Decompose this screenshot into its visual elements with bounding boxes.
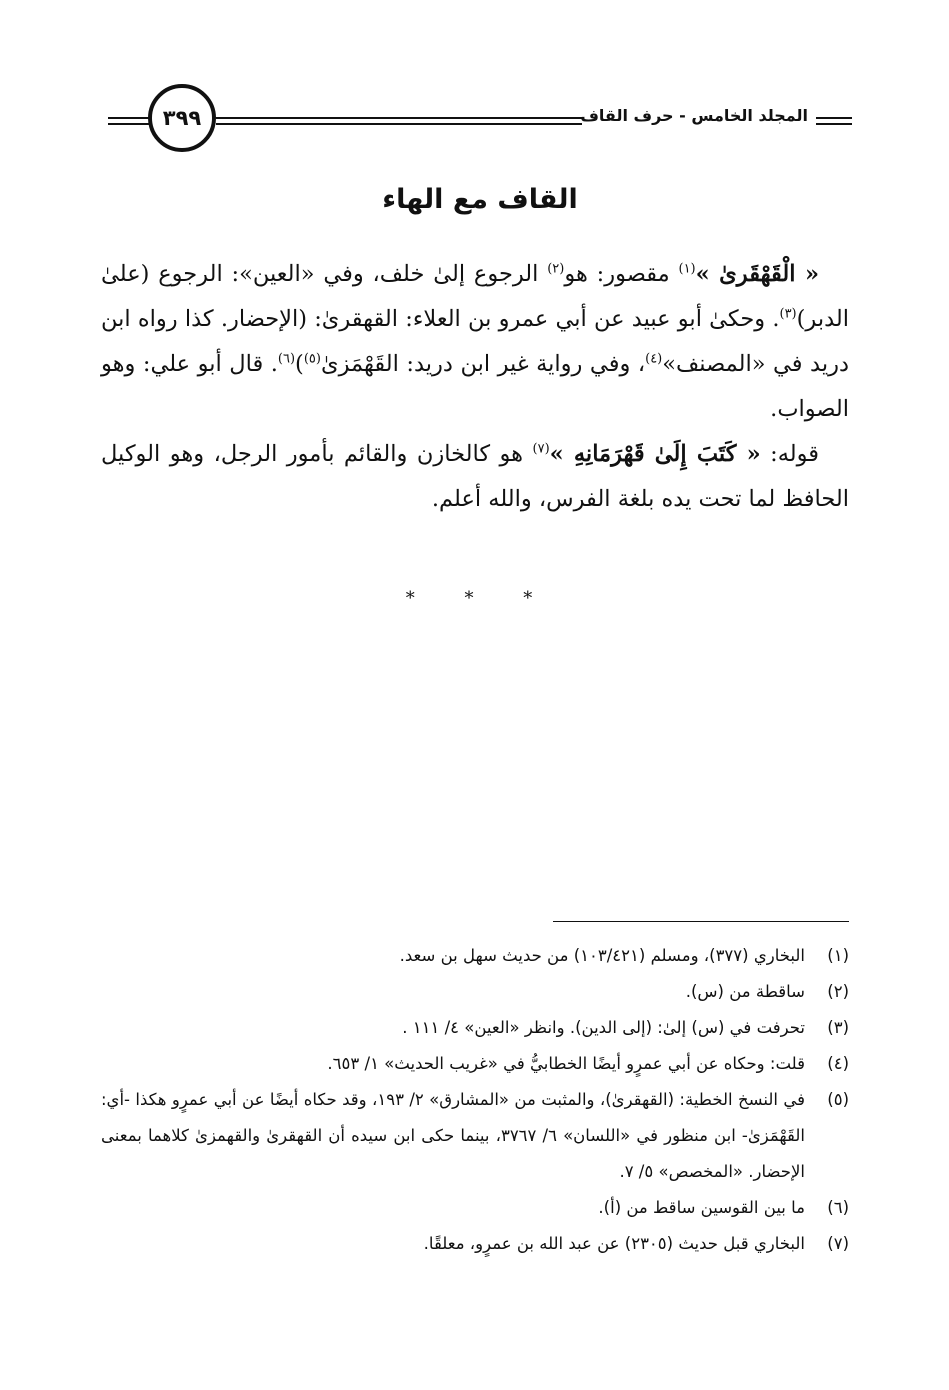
running-title: المجلد الخامس - حرف القاف xyxy=(580,106,808,125)
footnote-text: تحرفت في (س) إلىٰ: (إلى الدين). وانظر «العين» ٤/ ١١١ . xyxy=(402,1018,805,1037)
footnote-ref[interactable]: (٧) xyxy=(532,441,550,457)
headword: « كَتَبَ إِلَىٰ قَهْرَمَانِهِ » xyxy=(549,441,761,467)
footnote-item xyxy=(101,1010,849,1046)
footnote-number: (٢) xyxy=(827,982,849,1001)
paragraph-text: ) xyxy=(295,351,304,377)
footnote-number: (٣) xyxy=(827,1018,849,1037)
footnotes-list xyxy=(101,938,849,1262)
chapter-title: القاف مع الهاء xyxy=(382,184,578,215)
headword: « الْقَهْقَرىٰ » xyxy=(695,261,820,287)
footnote-item xyxy=(101,1226,849,1262)
footnote-text: قلت: وحكاه عن أبي عمرٍو أيضًا الخطابيُّ في «غريب الحديث» ١/ ٦٥٣. xyxy=(327,1054,805,1073)
footnote-text: ساقطة من (س). xyxy=(685,982,805,1001)
paragraph-text: هو كالخازن والقائم بأمور الرجل، وهو الوكيل الحافظ لما تحت يده بلغة الفرس، والله أعلم. xyxy=(101,441,849,512)
footnote-number: (٦) xyxy=(827,1198,849,1217)
header-rule-middle xyxy=(216,117,582,125)
footnote-text: البخاري قبل حديث (٢٣٠٥) عن عبد الله بن عمرٍو، معلقًا. xyxy=(423,1234,805,1253)
footnote-item xyxy=(101,974,849,1010)
paragraph-text: . قال أبو علي: وهو الصواب. xyxy=(101,351,849,422)
paragraph-2 xyxy=(101,432,849,522)
paragraph-text: . وحكىٰ أبو عبيد عن أبي عمرو بن العلاء: القهقرىٰ: (الإحضار. كذا رواه ابن دريد في «المصنف» xyxy=(101,306,850,377)
footnote-number: (١) xyxy=(827,946,849,965)
footnote-number: (٤) xyxy=(827,1054,849,1073)
footnote-text: في النسخ الخطية: (القهقرىٰ)، والمثبت من «المشارق» ٢/ ١٩٣، وقد حكاه أيضًا عن أبي عمرٍو هكذا -أي: القَهْمَزىٰ- ابن منظور في «اللسان» ٦/ ٣٧٦٧، بينما حكى ابن سيده أن القهقرىٰ والقهمزىٰ كلاهما بمعنى الإحضار. «المخصص» ٥/ ٧. xyxy=(101,1090,805,1181)
footnote-item xyxy=(101,1190,849,1226)
footnote-ref[interactable]: (٤) xyxy=(645,351,663,367)
paragraph-text: قوله: xyxy=(760,441,819,467)
footnote-number: (٥) xyxy=(827,1090,849,1109)
header-rule-left xyxy=(108,117,152,125)
paragraph-1 xyxy=(101,252,849,432)
footnote-text: ما بين القوسين ساقط من (أ). xyxy=(598,1198,805,1217)
main-text xyxy=(101,252,849,522)
footnote-ref[interactable]: (٢) xyxy=(547,261,565,277)
footnote-ref[interactable]: (١) xyxy=(678,261,696,277)
footnote-text: البخاري (٣٧٧)، ومسلم (١٠٣/٤٢١) من حديث سهل بن سعد. xyxy=(399,946,805,965)
footnote-ref[interactable]: (٦) xyxy=(277,351,296,367)
footnote-number: (٧) xyxy=(827,1234,849,1253)
section-separator: * * * xyxy=(405,588,555,609)
footnote-ref[interactable]: (٣) xyxy=(779,306,797,322)
footnote-divider xyxy=(553,921,849,922)
header-rule-right xyxy=(816,117,852,125)
footnote-item xyxy=(101,938,849,974)
footnote-item xyxy=(101,1046,849,1082)
paragraph-text: الرجوع إلىٰ خلف، وفي «العين»: الرجوع (علىٰ الدبر) xyxy=(101,261,849,332)
paragraph-text: ، وفي رواية غير ابن دريد: القَهْمَزىٰ xyxy=(320,351,646,377)
page-number: ٣٩٩ xyxy=(148,84,216,152)
page-header xyxy=(108,84,852,158)
footnote-item xyxy=(101,1082,849,1190)
paragraph-text: مقصور: هو xyxy=(564,261,679,287)
footnote-ref[interactable]: (٥) xyxy=(303,351,321,367)
